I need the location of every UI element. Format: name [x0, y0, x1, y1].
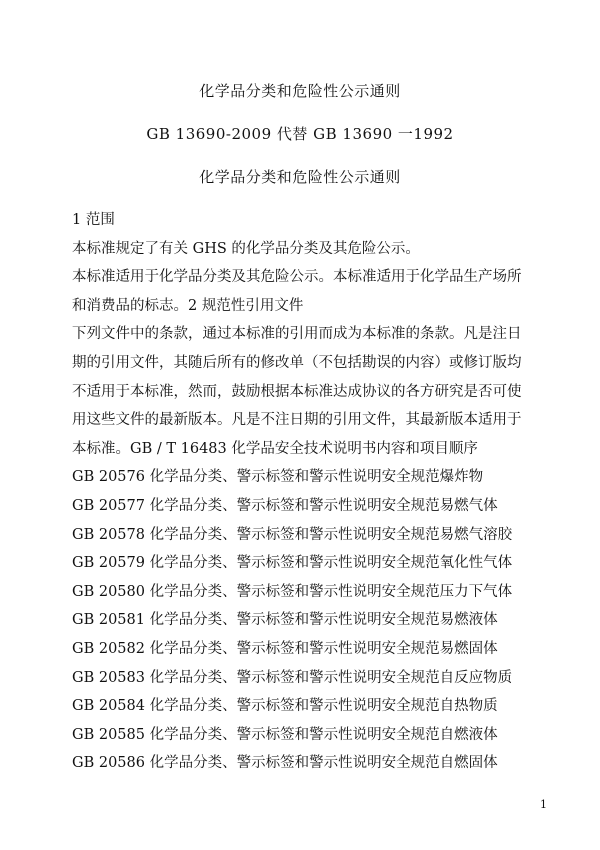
body-line: 用这些文件的最新版本。凡是不注日期的引用文件，其最新版本适用于: [72, 412, 522, 429]
body-line: 本标准规定了有关 GHS 的化学品分类及其危险公示。: [72, 240, 420, 257]
standard-number-line: GB 13690-2009 代替 GB 13690 一1992: [146, 125, 454, 143]
reference-item: GB 20582 化学品分类、警示标签和警示性说明安全规范易燃固体: [72, 640, 498, 657]
body-line: 期的引用文件，其随后所有的修改单（不包括勘误的内容）或修订版均: [72, 354, 522, 371]
reference-item: GB 20584 化学品分类、警示标签和警示性说明安全规范自热物质: [72, 698, 498, 715]
reference-item: GB 20586 化学品分类、警示标签和警示性说明安全规范自燃固体: [72, 755, 498, 772]
reference-item: GB 20581 化学品分类、警示标签和警示性说明安全规范易燃液体: [72, 612, 498, 629]
reference-item: GB 20579 化学品分类、警示标签和警示性说明安全规范氧化性气体: [72, 555, 513, 572]
body-line: 本标准适用于化学品分类及其危险公示。本标准适用于化学品生产场所: [72, 269, 522, 286]
reference-item: GB 20576 化学品分类、警示标签和警示性说明安全规范爆炸物: [72, 469, 484, 486]
section-heading-scope: 1 范围: [72, 212, 115, 228]
document-subtitle: 化学品分类和危险性公示通则: [199, 168, 401, 186]
document-title: 化学品分类和危险性公示通则: [199, 82, 401, 100]
page-number: 1: [540, 798, 547, 811]
body-line: 本标准。GB / T 16483 化学品安全技术说明书内容和项目顺序: [72, 440, 478, 457]
reference-item: GB 20580 化学品分类、警示标签和警示性说明安全规范压力下气体: [72, 583, 513, 600]
document-body: [72, 206, 552, 778]
reference-item: GB 20583 化学品分类、警示标签和警示性说明安全规范自反应物质: [72, 669, 513, 686]
body-line: 和消费品的标志。2 规范性引用文件: [72, 297, 304, 314]
reference-item: GB 20577 化学品分类、警示标签和警示性说明安全规范易燃气体: [72, 497, 498, 514]
reference-item: GB 20585 化学品分类、警示标签和警示性说明安全规范自燃液体: [72, 726, 498, 743]
body-line: 下列文件中的条款，通过本标准的引用而成为本标准的条款。凡是注日: [72, 326, 522, 343]
reference-item: GB 20578 化学品分类、警示标签和警示性说明安全规范易燃气溶胶: [72, 526, 513, 543]
body-line: 不适用于本标准，然而，鼓励根据本标准达成协议的各方研究是否可使: [72, 383, 522, 400]
